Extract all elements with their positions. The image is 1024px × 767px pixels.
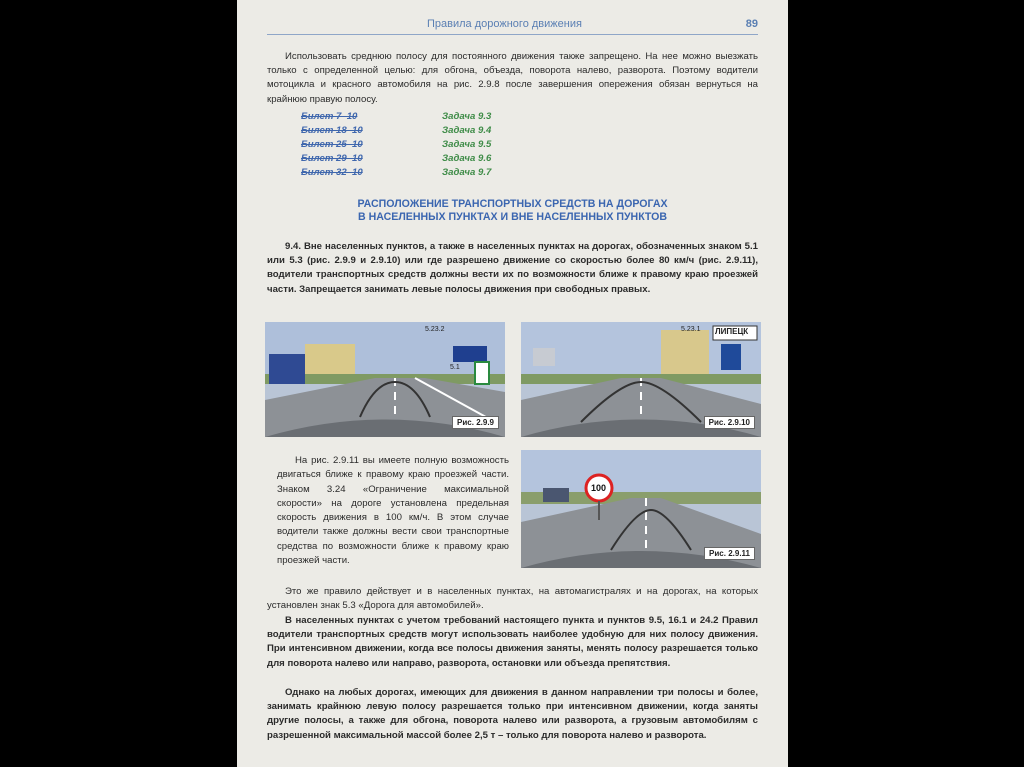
- page-number: 89: [745, 18, 758, 30]
- speed-limit-sign: 100: [591, 483, 607, 493]
- figure-caption: Рис. 2.9.11: [704, 547, 755, 560]
- header-title: Правила дорожного движения: [427, 18, 582, 30]
- sign-label-5-23-1: 5.23.1: [681, 326, 701, 333]
- task-5[interactable]: Задача 9.7: [442, 167, 492, 178]
- figure-2-9-10: [521, 322, 761, 437]
- section-title-line2: В НАСЕЛЕННЫХ ПУНКТАХ И ВНЕ НАСЕЛЕННЫХ ПУНКТОВ: [357, 211, 668, 223]
- ticket-3[interactable]: Билет 25–10: [301, 139, 363, 150]
- task-3[interactable]: Задача 9.5: [442, 139, 492, 150]
- ticket-4[interactable]: Билет 29–10: [301, 153, 363, 164]
- side-paragraph: На рис. 2.9.11 вы имеете полную возможность двигаться ближе к правому краю проезжей части. Знаком 3.24 «Ограничение максимальной скорости» на дороге установлена предельная скорость движения в 100 км/ч. В этом случае водители также должны вести свои транспортные средства по возможности ближе к правому краю проезжей части.: [277, 455, 509, 567]
- sign-label-5-1: 5.1: [450, 364, 460, 371]
- three-lanes-paragraph: Однако на любых дорогах, имеющих для движения в данном направлении три полосы и более, занимать крайнюю левую полосу разрешается только при интенсивном движении, когда заняты другие полосы, а также для обгона, поворота налево или разворота, а грузовым автомобилям с разрешенной максимальной массой более 2,5 т – только для поворота налево и разворота.: [267, 687, 758, 741]
- figure-caption: Рис. 2.9.10: [704, 416, 755, 429]
- task-4[interactable]: Задача 9.6: [442, 153, 492, 164]
- textbook-page: [237, 0, 788, 767]
- section-title: [267, 198, 758, 224]
- city-lanes-paragraph: В населенных пунктах с учетом требований настоящего пункта и пунктов 9.5, 16.1 и 24.2 Правил водители транспортных средств могут использовать наиболее удобную для них полосу движения. При интенсивном движении, когда все полосы движения заняты, менять полосу разрешается только для поворота налево или направо, разворота, остановки или объезда препятствия.: [267, 615, 758, 669]
- rule-9-4: 9.4. Вне населенных пунктов, а также в населенных пунктах на дорогах, обозначенных знаком 5.1 или 5.3 (рис. 2.9.9 и 2.9.10) или где разрешено движение со скоростью более 80 км/ч (рис. 2.9.11), водители транспортных средств должны вести их по возможности ближе к правому краю проезжей части. Запрещается занимать левые полосы движения при свободных правых.: [267, 241, 758, 295]
- ticket-2[interactable]: Билет 18–10: [301, 125, 363, 136]
- ticket-5[interactable]: Билет 32–10: [301, 167, 363, 178]
- ticket-1[interactable]: Билет 7–10: [301, 111, 358, 122]
- figure-2-9-11: [521, 450, 761, 568]
- task-1[interactable]: Задача 9.3: [442, 111, 492, 122]
- page-header: [267, 18, 758, 35]
- motorway-paragraph: Это же правило действует и в населенных пунктах, на автомагистралях и на дорогах, на которых установлен знак 5.3 «Дорога для автомобилей».: [267, 586, 758, 612]
- figure-caption: Рис. 2.9.9: [452, 416, 499, 429]
- figure-2-9-9: [265, 322, 505, 437]
- section-title-line1: РАСПОЛОЖЕНИЕ ТРАНСПОРТНЫХ СРЕДСТВ НА ДОРОГАХ: [357, 198, 668, 210]
- intro-paragraph: Использовать среднюю полосу для постоянного движения также запрещено. На нее можно выезжать только с определенной целью: для обгона, объезда, поворота налево, разворота. Поэтому водители мотоцикла и красного автомобиля на рис. 2.9.8 после завершения опережения обязан вернуться на крайнюю правую полосу.: [267, 51, 758, 105]
- sign-label-5-23-2: 5.23.2: [425, 326, 445, 333]
- city-name-sign: ЛИПЕЦК: [715, 327, 749, 336]
- task-2[interactable]: Задача 9.4: [442, 125, 492, 136]
